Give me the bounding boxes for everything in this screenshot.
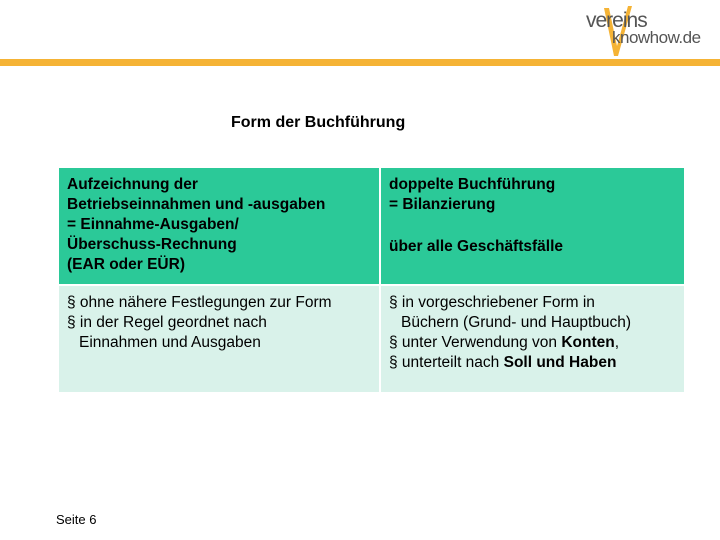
bullet-continuation: Büchern (Grund- und Hauptbuch) (401, 314, 632, 331)
bullet-text: § unterteilt nach (389, 354, 504, 371)
page-title: Form der Buchführung (231, 114, 406, 131)
body-cell-bilanzierung (381, 286, 684, 392)
body-cell-ear (59, 286, 379, 392)
header-right-line: = Bilanzierung (389, 196, 496, 213)
bullet-item (389, 333, 676, 353)
header-cell-ear (59, 168, 379, 284)
bullet-item: § ohne nähere Festlegungen zur Form (67, 294, 332, 311)
header-right-line: doppelte Buchführung (389, 176, 556, 193)
header-left-line: Überschuss-Rechnung (67, 236, 237, 253)
bullet-text: § unter Verwendung von (389, 334, 562, 351)
header-left-line: Aufzeichnung der (67, 176, 198, 193)
bullet-emphasis: Soll und Haben (503, 354, 617, 371)
logo-word-vereins: vereins (586, 9, 647, 32)
header-right-line: über alle Geschäftsfälle (389, 238, 564, 255)
bullet-emphasis: Konten (561, 334, 615, 351)
bullet-item (389, 353, 676, 373)
page-number: Seite 6 (56, 512, 97, 527)
header-cell-bilanzierung (381, 168, 684, 284)
header-left-line: Betriebseinnahmen und -ausgaben (67, 196, 326, 213)
header-rule (0, 59, 720, 66)
bullet-continuation: Einnahmen und Ausgaben (79, 334, 261, 351)
logo-word-knowhow: knowhow.de (612, 28, 701, 47)
header-left-line: (EAR oder EÜR) (67, 256, 185, 273)
header-left-line: = Einnahme-Ausgaben/ (67, 216, 239, 233)
bullet-item: § in der Regel geordnet nach (67, 314, 267, 331)
bullet-text: , (614, 334, 620, 351)
bullet-item: § in vorgeschriebener Form in (389, 294, 595, 311)
vereinsknowhow-logo (576, 4, 720, 60)
